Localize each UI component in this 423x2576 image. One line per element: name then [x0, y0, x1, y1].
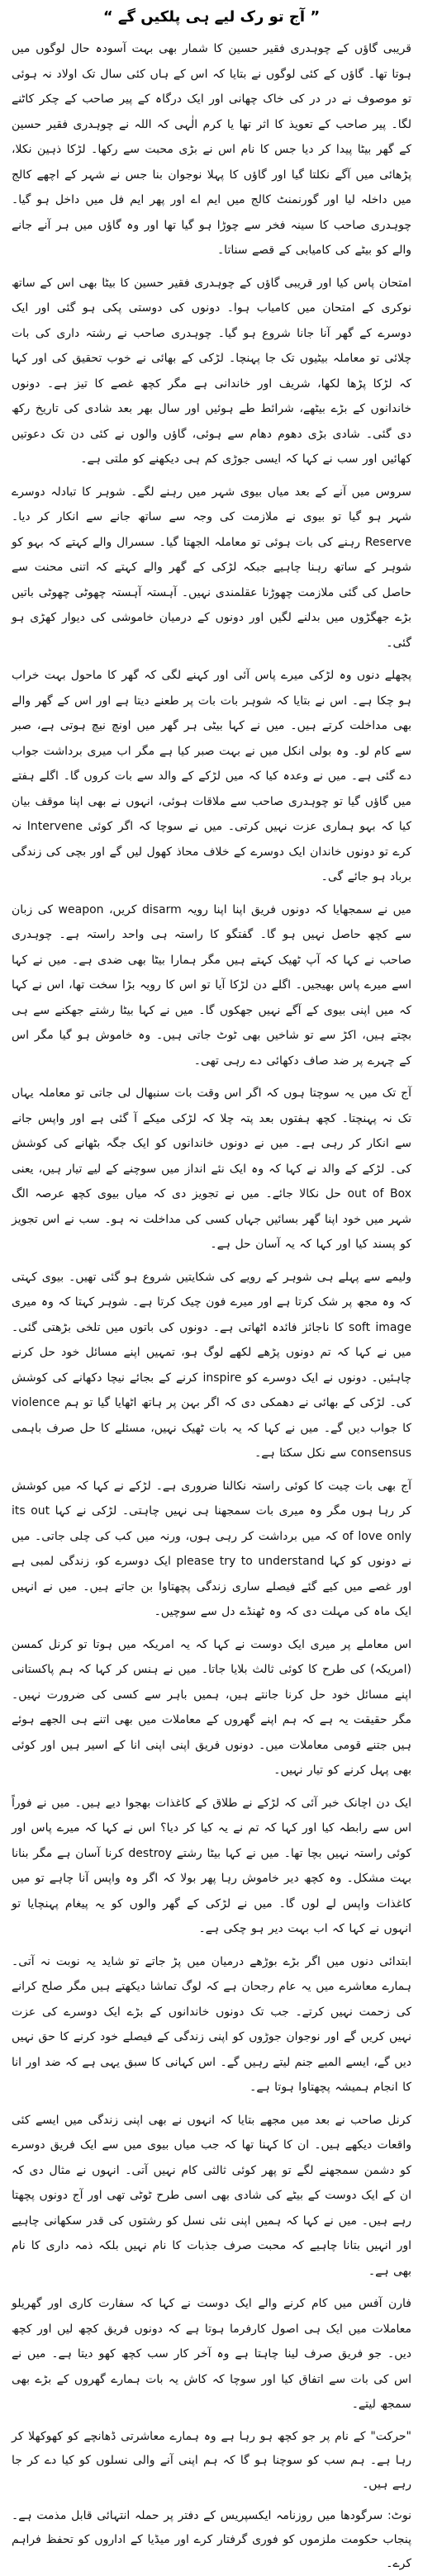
article-paragraph-9: اس معاملے پر میری ایک دوست نے کہا کہ یہ امریکہ میں ہوتا تو کرنل کمسن (امریکہ) کی طرح کا کوئی ثالث بلایا جاتا۔ میں نے ہنس کر کہا کہ ہم پاکستانی اپنے مسائل خود حل کرنا جانتے ہیں، ہمیں باہر سے کسی کی ضرورت نہیں۔ مگر حقیقت یہ ہے کہ ہم اپنے گھروں کے معاملات میں بھی اتنے ہی الجھے ہوئے ہیں جتنے قومی معاملات میں۔ دونوں فریق اپنی اپنی انا کے اسیر ہیں اور کوئی بھی پہل کرنے کو تیار نہیں۔ [12, 1637, 411, 1777]
article-paragraph-1: قریبی گاؤں کے چوہدری فقیر حسین کا شمار بھی بہت آسودہ حال لوگوں میں ہوتا تھا۔ گاؤں کے کئی لوگوں نے بتایا کہ اس کے ہاں کئی سال تک اولاد نہ ہوئی تو موصوف نے در در کی خاک چھانی اور ایک درگاہ کے پیر صاحب کے چکر کاٹنے لگا۔ پیر صاحب کے تعویذ کا اثر تھا یا کرم الٰہی کہ اللہ نے چوہدری فقیر حسین کے گھر بیٹا پیدا کر دیا جس کا نام اس نے بڑی محبت سے رکھا۔ لڑکا ذہین نکلا، پڑھائی میں آگے نکلتا گیا اور گاؤں کا پہلا نوجوان بنا جس نے شہر کے اچھے کالج میں داخلہ لیا اور گورنمنٹ کالج میں ایم اے اور پھر ایم فل میں داخل ہو گیا۔ چوہدری صاحب کا سینہ فخر سے چوڑا ہو گیا تھا اور وہ گاؤں میں ہر آنے جانے والے کو بیٹے کی کامیابی کے قصے سناتا۔ [12, 42, 411, 257]
article-paragraph-6: آج تک میں یہ سوچتا ہوں کہ اگر اس وقت بات سنبھال لی جاتی تو معاملہ یہاں تک نہ پہنچتا۔ کچھ ہفتوں بعد پتہ چلا کہ لڑکی میکے آ گئی ہے اور واپس جانے سے انکار کر رہی ہے۔ میں نے دونوں خاندانوں کو ایک جگہ بٹھانے کی کوشش کی۔ لڑکے کے والد نے کہا کہ وہ ایک نئے انداز میں سوچنے کے لیے تیار ہیں، یعنی out of Box حل نکالا جائے۔ میں نے تجویز دی کہ میاں بیوی کچھ عرصہ الگ شہر میں خود اپنا گھر بسائیں جہاں کسی کی مداخلت نہ ہو۔ سب نے اس تجویز کو پسند کیا اور کہا کہ یہ آسان حل ہے۔ [12, 1087, 411, 1251]
article-headline: ” آج تو رک لیے ہی پلکیں گے “ [102, 8, 321, 26]
article-paragraph-10: ایک دن اچانک خبر آئی کہ لڑکے نے طلاق کے کاغذات بھجوا دیے ہیں۔ میں نے فوراً اس سے رابطہ کیا اور کہا کہ تم نے یہ کیا کر دیا؟ اس نے کہا کہ میرے پاس اور کوئی راستہ نہیں بچا تھا۔ میں نے کہا بیٹا رشتے destroy کرنا آسان ہے مگر بنانا بہت مشکل۔ وہ کچھ دیر خاموش رہا پھر بولا کہ اگر وہ واپس آنا چاہے تو میں کاغذات واپس لے لوں گا۔ میں نے لڑکی کے گھر والوں کو یہ پیغام پہنچایا تو انہوں نے کہا کہ اب بہت دیر ہو چکی ہے۔ [12, 1796, 411, 1935]
article-paragraph-3: سروس میں آنے کے بعد میاں بیوی شہر میں رہنے لگے۔ شوہر کا تبادلہ دوسرے شہر ہو گیا تو بیوی نے ملازمت کی وجہ سے ساتھ جانے سے انکار کر دیا۔ Reserve رہنے کی بات ہوئی تو معاملہ الجھتا گیا۔ سسرال والے کہتے کہ بہو کو شوہر کے ساتھ رہنا چاہیے جبکہ لڑکی کے گھر والے کہتے کہ اتنی محنت سے حاصل کی گئی ملازمت چھوڑنا عقلمندی نہیں۔ آہستہ آہستہ چھوٹی چھوٹی باتیں بڑے جھگڑوں میں بدلنے لگیں اور دونوں کے درمیان خاموشی کی دیوار کھڑی ہو گئی۔ [12, 485, 411, 650]
article-paragraph-8: آج بھی بات چیت کا کوئی راستہ نکالنا ضروری ہے۔ لڑکے نے کہا کہ میں کوشش کر رہا ہوں مگر وہ میری بات سمجھنا ہی نہیں چاہتی۔ لڑکی نے کہا its out of love only کہ میں برداشت کر رہی ہوں، ورنہ میں کب کی چلی جاتی۔ میں نے دونوں کو کہا please try to understand ایک دوسرے کو، زندگی لمبی ہے اور غصے میں کیے گئے فیصلے ساری زندگی پچھتاوا بن جاتے ہیں۔ میں نے انہیں ایک ماہ کی مہلت دی کہ وہ ٹھنڈے دل سے سوچیں۔ [12, 1479, 411, 1618]
article-paragraph-11: ابتدائی دنوں میں اگر بڑے بوڑھے درمیان میں پڑ جاتے تو شاید یہ نوبت نہ آتی۔ ہمارے معاشرے میں یہ عام رجحان ہے کہ لوگ تماشا دیکھتے ہیں مگر صلح کرانے کی زحمت نہیں کرتے۔ جب تک دونوں خاندانوں کے بڑے ایک دوسرے کی عزت نہیں کریں گے اور نوجوان جوڑوں کو اپنی زندگی کے فیصلے خود کرنے کا حق نہیں دیں گے، ایسے المیے جنم لیتے رہیں گے۔ اس کہانی کا سبق یہی ہے کہ ضد اور انا کا انجام ہمیشہ پچھتاوا ہوتا ہے۔ [12, 1954, 411, 2094]
article-paragraph-5: میں نے سمجھایا کہ دونوں فریق اپنا اپنا رویہ disarm کریں، weapon کی زبان سے کچھ حاصل نہیں ہو گا۔ گفتگو کا راستہ ہی واحد راستہ ہے۔ چوہدری صاحب نے کہا کہ آپ ٹھیک کہتے ہیں مگر ہمارا بیٹا بھی ضدی ہے۔ میں نے کہا اسے میرے پاس بھیجیں۔ اگلے دن لڑکا آیا تو اس کا رویہ بڑا سخت تھا، اس نے کہا کہ میں اپنی بیوی کے آگے نہیں جھکوں گا۔ میں نے کہا بیٹا رشتے جھکنے سے ہی بچتے ہیں، اکڑ سے تو شاخیں بھی ٹوٹ جاتی ہیں۔ وہ خاموش ہو گیا مگر اس کے چہرے پر ضد صاف دکھائی دے رہی تھی۔ [12, 902, 411, 1068]
article-paragraph-14: "حرکت" کے نام پر جو کچھ ہو رہا ہے وہ ہمارے معاشرتی ڈھانچے کو کھوکھلا کر رہا ہے۔ ہم سب کو سوچنا ہو گا کہ ہم اپنی آنے والی نسلوں کو کیا دے کر جا رہے ہیں۔ [12, 2429, 411, 2491]
article-paragraph-12: کرنل صاحب نے بعد میں مجھے بتایا کہ انہوں نے بھی اپنی زندگی میں ایسے کئی واقعات دیکھے ہیں۔ ان کا کہنا تھا کہ جب میاں بیوی میں سے ایک فریق دوسرے کو دشمن سمجھنے لگے تو پھر کوئی ثالثی کام نہیں آتی۔ انہوں نے مثال دی کہ ان کے ایک دوست کے بیٹے کی شادی بھی اسی طرح ٹوٹی تھی اور آج دونوں پچھتا رہے ہیں۔ میں نے کہا کہ ہمیں اپنی نئی نسل کو رشتوں کی قدر سکھانی چاہیے اور انہیں بتانا چاہیے کہ محبت صرف جذبات کا نام نہیں بلکہ ذمہ داری کا نام بھی ہے۔ [12, 2113, 411, 2278]
article-paragraph-2: امتحان پاس کیا اور قریبی گاؤں کے چوہدری فقیر حسین کا بیٹا بھی اس کے ساتھ نوکری کے امتحان میں کامیاب ہوا۔ دونوں کی دوستی پکی ہو گئی اور ایک دوسرے کے گھر آنا جانا شروع ہو گیا۔ چوہدری صاحب نے رشتہ داری کی بات چلائی تو معاملہ بیٹیوں تک جا پہنچا۔ لڑکی کے بھائی نے خوب تحقیق کی اور کہا کہ لڑکا پڑھا لکھا، شریف اور خاندانی ہے مگر کچھ غصے کا تیز ہے۔ دونوں خاندانوں کے بڑے بیٹھے، شرائط طے ہوئیں اور سال بھر بعد شادی کی تاریخ رکھ دی گئی۔ شادی بڑی دھوم دھام سے ہوئی، گاؤں والوں نے کئی دن تک دعوتیں کھائیں اور سب نے کہا کہ ایسی جوڑی کم ہی دیکھنے کو ملتی ہے۔ [12, 276, 411, 466]
article-paragraph-7: ولیمے سے پہلے ہی شوہر کے رویے کی شکایتیں شروع ہو گئی تھیں۔ بیوی کہتی کہ وہ مجھ پر شک کرتا ہے اور میرے فون چیک کرتا ہے۔ شوہر کہتا کہ وہ میری soft image کا ناجائز فائدہ اٹھاتی ہے۔ دونوں کی باتوں میں تلخی بڑھتی گئی۔ میں نے کہا کہ تم دونوں پڑھے لکھے لوگ ہو، تمہیں اپنے مسائل خود حل کرنے چاہئیں۔ دونوں نے ایک دوسرے کو inspire کرنے کے بجائے نیچا دکھانے کی کوشش کی۔ لڑکی کے بھائی نے دھمکی دی کہ اگر بہن پر ہاتھ اٹھایا گیا تو ہم violence کا جواب دیں گے۔ میں نے کہا کہ یہ بات ٹھیک نہیں، مسئلے کا حل صرف باہمی consensus سے نکل سکتا ہے۔ [12, 1270, 411, 1460]
article-footnote: نوٹ: سرگودھا میں روزنامہ ایکسپریس کے دفتر پر حملہ انتہائی قابل مذمت ہے۔ پنجاب حکومت ملزموں کو فوری گرفتار کرے اور میڈیا کے اداروں کو تحفظ فراہم کرے۔ [12, 2508, 411, 2570]
article-paragraph-4: پچھلے دنوں وہ لڑکی میرے پاس آئی اور کہنے لگی کہ گھر کا ماحول بہت خراب ہو چکا ہے۔ اس نے بتایا کہ شوہر بات بات پر طعنے دیتا ہے اور اس کے گھر والے بھی مداخلت کرتے ہیں۔ میں نے کہا بیٹی ہر گھر میں اونچ نیچ ہوتی ہے، صبر سے کام لو۔ وہ بولی انکل میں نے بہت صبر کیا ہے مگر اب میری برداشت جواب دے گئی ہے۔ میں نے وعدہ کیا کہ میں لڑکے کے والد سے بات کروں گا۔ اگلے ہفتے میں گاؤں گیا تو چوہدری صاحب سے ملاقات ہوئی، انہوں نے بھی اپنا موقف بیان کیا کہ بہو ہماری عزت نہیں کرتی۔ میں نے سوچا کہ اگر کوئی Intervene نہ کرے تو دونوں خاندان ایک دوسرے کے خلاف محاذ کھول لیں گے اور بچی کی زندگی برباد ہو جائے گی۔ [12, 669, 411, 883]
article-paragraph-13: فارن آفس میں کام کرنے والے ایک دوست نے کہا کہ سفارت کاری اور گھریلو معاملات میں ایک ہی اصول کارفرما ہوتا ہے کہ دونوں فریق کچھ لیں اور کچھ دیں۔ جو فریق صرف لینا چاہتا ہے وہ آخر کار سب کچھ کھو دیتا ہے۔ میں نے اس کی بات سے اتفاق کیا اور سوچا کہ کاش یہ بات ہمارے گھروں کے بڑے بھی سمجھ لیتے۔ [12, 2297, 411, 2411]
